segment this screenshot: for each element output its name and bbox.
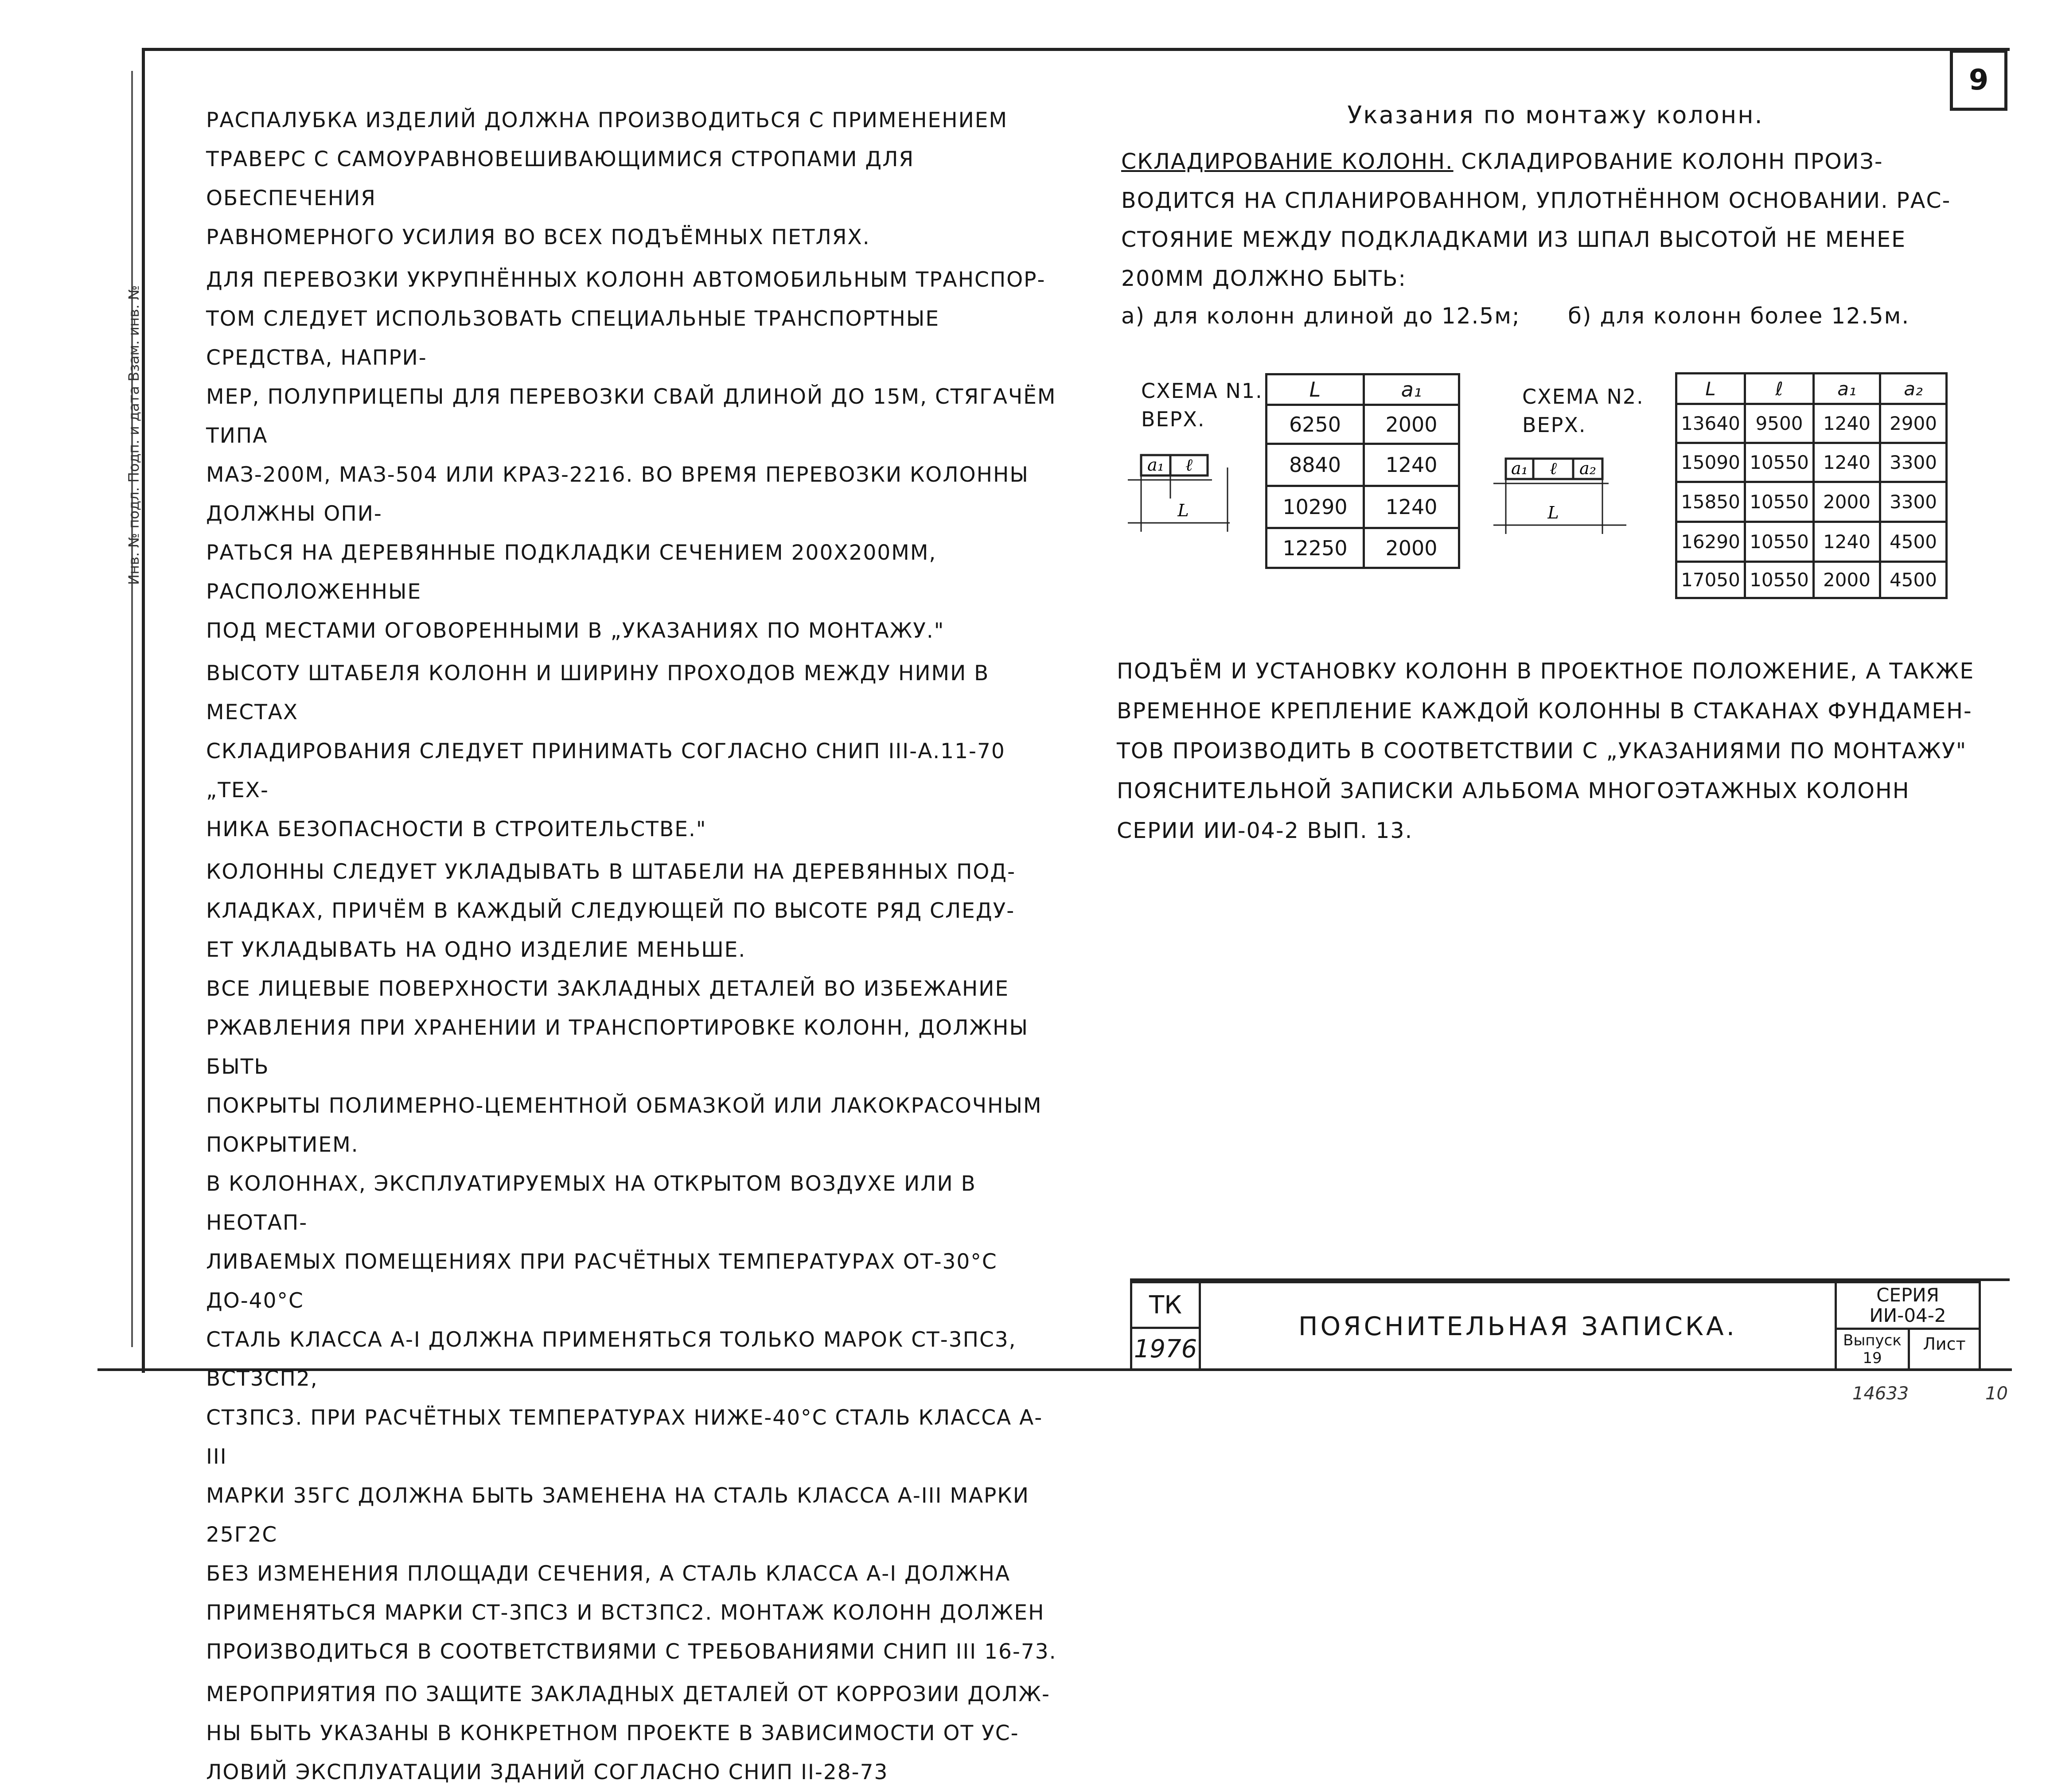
table-row	[1676, 404, 1947, 443]
table-cell: 3300	[1880, 443, 1947, 482]
montage-paragraph: ПОДЪЁМ И УСТАНОВКУ КОЛОНН В ПРОЕКТНОЕ ПОЛОЖЕНИЕ, А ТАКЖЕ ВРЕМЕННОЕ КРЕПЛЕНИЕ КАЖДОЙ КОЛОННЫ В СТАКАНАХ ФУНДАМЕН- ТОВ ПРОИЗВОДИТЬ В СООТВЕТСТВИИ С „УКАЗАНИЯМИ ПО МОНТАЖУ" ПОЯСНИТЕЛЬНОЙ ЗАПИСКИ АЛЬБОМА МНОГОЭТАЖНЫХ КОЛОНН СЕРИИ ИИ-04-2 ВЫП. 13.	[1117, 658, 1975, 843]
table-cell: 10550	[1745, 522, 1814, 562]
schema2-label	[1522, 382, 1644, 439]
paragraph-formwork: РАСПАЛУБКА ИЗДЕЛИЙ ДОЛЖНА ПРОИЗВОДИТЬСЯ С ПРИМЕНЕНИЕМ ТРАВЕРС С САМОУРАВНОВЕШИВАЮЩИМИСЯ СТРОПАМИ ДЛЯ ОБЕСПЕЧЕНИЯ РАВНОМЕРНОГО УСИЛИЯ ВО ВСЕХ ПОДЪЁМНЫХ ПЕТЛЯХ.	[206, 108, 1008, 249]
schema1-header: a₁	[1364, 374, 1459, 405]
schema2-diagram	[1493, 454, 1662, 538]
table-cell: 2000	[1364, 528, 1459, 568]
table-row	[1676, 522, 1947, 562]
option-b: б) для колонн более 12.5м.	[1568, 303, 1910, 329]
schema1-dim-L: L	[1177, 501, 1189, 520]
storage-text: СКЛАДИРОВАНИЕ КОЛОНН ПРОИЗ-ВОДИТСЯ НА СПЛАНИРОВАННОМ, УПЛОТНЁННОМ ОСНОВАНИИ. РАС-СТОЯНИЕ МЕЖДУ ПОДКЛАДКАМИ ИЗ ШПАЛ ВЫСОТОЙ НЕ МЕНЕЕ 200ММ ДОЛЖНО БЫТЬ:	[1121, 149, 1951, 291]
schema2-dim-L: L	[1547, 503, 1559, 522]
table-row	[1267, 444, 1459, 486]
table-cell: 15850	[1676, 482, 1745, 522]
table-row	[1676, 562, 1947, 598]
schema2-header: a₁	[1814, 374, 1880, 404]
title-block	[1130, 1278, 2010, 1371]
right-column	[1121, 101, 1990, 334]
paragraph-surfaces: ВСЕ ЛИЦЕВЫЕ ПОВЕРХНОСТИ ЗАКЛАДНЫХ ДЕТАЛЕЙ ВО ИЗБЕЖАНИЕ РЖАВЛЕНИЯ ПРИ ХРАНЕНИИ И ТРАНСПОРТИРОВКЕ КОЛОНН, ДОЛЖНЫ БЫТЬ ПОКРЫТЫ ПОЛИМЕРНО-ЦЕМЕНТНОЙ ОБМАЗКОЙ ИЛИ ЛАКОКРАСОЧНЫМ ПОКРЫТИЕМ.	[206, 977, 1042, 1157]
paragraph-corrosion: МЕРОПРИЯТИЯ ПО ЗАЩИТЕ ЗАКЛАДНЫХ ДЕТАЛЕЙ ОТ КОРРОЗИИ ДОЛЖ- НЫ БЫТЬ УКАЗАНЫ В КОНКРЕТНОМ ПРОЕКТЕ В ЗАВИСИМОСТИ ОТ УС- ЛОВИЙ ЭКСПЛУАТАЦИИ ЗДАНИЙ СОГЛАСНО СНИП II-28-73	[206, 1682, 1050, 1784]
schema1-table	[1265, 373, 1460, 569]
table-cell: 3300	[1880, 482, 1947, 522]
table-cell: 9500	[1745, 404, 1814, 443]
table-row	[1267, 528, 1459, 568]
table-cell: 10550	[1745, 443, 1814, 482]
storage-title: СКЛАДИРОВАНИЕ КОЛОНН.	[1121, 149, 1454, 174]
table-cell: 16290	[1676, 522, 1745, 562]
table-row	[1267, 405, 1459, 444]
paragraph-stack-height: ВЫСОТУ ШТАБЕЛЯ КОЛОНН И ШИРИНУ ПРОХОДОВ МЕЖДУ НИМИ В МЕСТАХ СКЛАДИРОВАНИЯ СЛЕДУЕТ ПРИНИМАТЬ СОГЛАСНО СНИП III-А.11-70 „ТЕХ- НИКА БЕЗОПАСНОСТИ В СТРОИТЕЛЬСТВЕ."	[206, 661, 1005, 841]
option-a: а) для колонн длиной до 12.5м;	[1121, 303, 1520, 329]
table-cell: 1240	[1814, 404, 1880, 443]
table-cell: 8840	[1267, 444, 1364, 486]
table-cell: 10550	[1745, 482, 1814, 522]
stamp-series-label: СЕРИЯ	[1876, 1284, 1939, 1306]
paragraph-stacking: КОЛОННЫ СЛЕДУЕТ УКЛАДЫВАТЬ В ШТАБЕЛИ НА ДЕРЕВЯННЫХ ПОД- КЛАДКАХ, ПРИЧЁМ В КАЖДЫЙ СЛЕДУЮЩЕЙ ПО ВЫСОТЕ РЯД СЛЕДУ- ЕТ УКЛАДЫВАТЬ НА ОДНО ИЗДЕЛИЕ МЕНЬШЕ.	[206, 860, 1016, 962]
schema2-title: СХЕМА N2.	[1522, 385, 1644, 409]
schema2-dim-a2: a₂	[1579, 459, 1596, 478]
schema1-label	[1141, 377, 1263, 433]
schema2-header: ℓ	[1745, 374, 1814, 404]
table-cell: 1240	[1814, 443, 1880, 482]
storage-options	[1121, 298, 1990, 334]
stamp-title: ПОЯСНИТЕЛЬНАЯ ЗАПИСКА.	[1199, 1281, 1837, 1371]
schema1-dim-a1: a₁	[1147, 455, 1164, 475]
table-cell: 12250	[1267, 528, 1364, 568]
table-cell: 1240	[1364, 444, 1459, 486]
table-row	[1676, 443, 1947, 482]
paragraph-steel: В КОЛОННАХ, ЭКСПЛУАТИРУЕМЫХ НА ОТКРЫТОМ ВОЗДУХЕ ИЛИ В НЕОТАП- ЛИВАЕМЫХ ПОМЕЩЕНИЯХ ПРИ РАСЧЁТНЫХ ТЕМПЕРАТУРАХ ОТ-30°С ДО-40°С СТАЛЬ КЛАССА А-I ДОЛЖНА ПРИМЕНЯТЬСЯ ТОЛЬКО МАРОК СТ-3ПС3, ВСТ3СП2, СТ3ПС3. ПРИ РАСЧЁТНЫХ ТЕМПЕРАТУРАХ НИЖЕ-40°С СТАЛЬ КЛАССА А-III МАРКИ 35ГС ДОЛЖНА БЫТЬ ЗАМЕНЕНА НА СТАЛЬ КЛАССА А-III МАРКИ 25Г2С БЕЗ ИЗМЕНЕНИЯ ПЛОЩАДИ СЕЧЕНИЯ, А СТАЛЬ КЛАССА А-I ДОЛЖНА ПРИМЕНЯТЬСЯ МАРКИ СТ-3ПС3 И ВСТ3ПС2. МОНТАЖ КОЛОНН ДОЛЖЕН ПРОИЗВОДИТЬСЯ В СООТВЕТСТВИЯМИ С ТРЕБОВАНИЯМИ СНИП III 16-73.	[206, 1172, 1057, 1664]
margin-note: Инв. № подл. Подп. и дата Взам. инв. №	[125, 285, 142, 585]
stamp-issue-label: Выпуск	[1843, 1332, 1902, 1349]
table-cell: 6250	[1267, 405, 1364, 444]
schema1-diagram	[1128, 450, 1261, 534]
table-cell: 10290	[1267, 486, 1364, 528]
schema2-header: L	[1676, 374, 1745, 404]
schema2-header: a₂	[1880, 374, 1947, 404]
schema2-dim-a1: a₁	[1511, 459, 1528, 478]
schema2-top: ВЕРХ.	[1522, 413, 1586, 437]
stamp-series	[1835, 1281, 1981, 1330]
table-cell: 15090	[1676, 443, 1745, 482]
frame-left-line	[142, 48, 145, 1373]
schema2-table	[1675, 372, 1948, 599]
schema2-dim-l: ℓ	[1550, 459, 1557, 478]
page-number: 10	[1985, 1383, 2008, 1404]
table-cell: 2000	[1814, 482, 1880, 522]
stamp-year: 1976	[1130, 1327, 1201, 1371]
document-number: 14633	[1852, 1383, 1909, 1404]
margin-line	[131, 71, 133, 1347]
montage-heading: Указания по монтажу колонн.	[1347, 101, 1764, 129]
stamp-series-value: ИИ-04-2	[1869, 1305, 1946, 1326]
sheet-number: 9	[1950, 50, 2007, 111]
storage-paragraph	[1121, 142, 1990, 298]
stamp-issue	[1835, 1328, 1910, 1371]
table-cell: 13640	[1676, 404, 1745, 443]
frame-top-line	[142, 48, 2010, 51]
stamp-tk: ТК	[1130, 1281, 1201, 1329]
left-column	[206, 101, 1057, 1792]
paragraph-transport: ДЛЯ ПЕРЕВОЗКИ УКРУПНЁННЫХ КОЛОНН АВТОМОБИЛЬНЫМ ТРАНСПОР- ТОМ СЛЕДУЕТ ИСПОЛЬЗОВАТЬ СПЕЦИАЛЬНЫЕ ТРАНСПОРТНЫЕ СРЕДСТВА, НАПРИ- МЕР, ПОЛУПРИЦЕПЫ ДЛЯ ПЕРЕВОЗКИ СВАЙ ДЛИНОЙ ДО 15М, СТЯГАЧЁМ ТИПА МАЗ-200М, МАЗ-504 ИЛИ КРАЗ-2216. ВО ВРЕМЯ ПЕРЕВОЗКИ КОЛОННЫ ДОЛЖНЫ ОПИ- РАТЬСЯ НА ДЕРЕВЯННЫЕ ПОДКЛАДКИ СЕЧЕНИЕМ 200Х200ММ, РАСПОЛОЖЕННЫЕ ПОД МЕСТАМИ ОГОВОРЕННЫМИ В „УКАЗАНИЯХ ПО МОНТАЖУ."	[206, 268, 1056, 643]
table-cell: 4500	[1880, 562, 1947, 598]
table-cell: 2000	[1364, 405, 1459, 444]
stamp-issue-value: 19	[1863, 1349, 1882, 1367]
table-cell: 17050	[1676, 562, 1745, 598]
schema1-header: L	[1267, 374, 1364, 405]
table-cell: 4500	[1880, 522, 1947, 562]
stamp-sheet	[1908, 1328, 1981, 1371]
table-cell: 1240	[1814, 522, 1880, 562]
stamp-sheet-label: Лист	[1923, 1334, 1966, 1354]
schema1-top: ВЕРХ.	[1141, 407, 1205, 431]
table-row	[1267, 486, 1459, 528]
schema1-dim-l: ℓ	[1185, 455, 1193, 475]
table-row	[1676, 482, 1947, 522]
table-cell: 10550	[1745, 562, 1814, 598]
table-cell: 1240	[1364, 486, 1459, 528]
table-cell: 2000	[1814, 562, 1880, 598]
schema1-title: СХЕМА N1.	[1141, 379, 1263, 403]
table-cell: 2900	[1880, 404, 1947, 443]
